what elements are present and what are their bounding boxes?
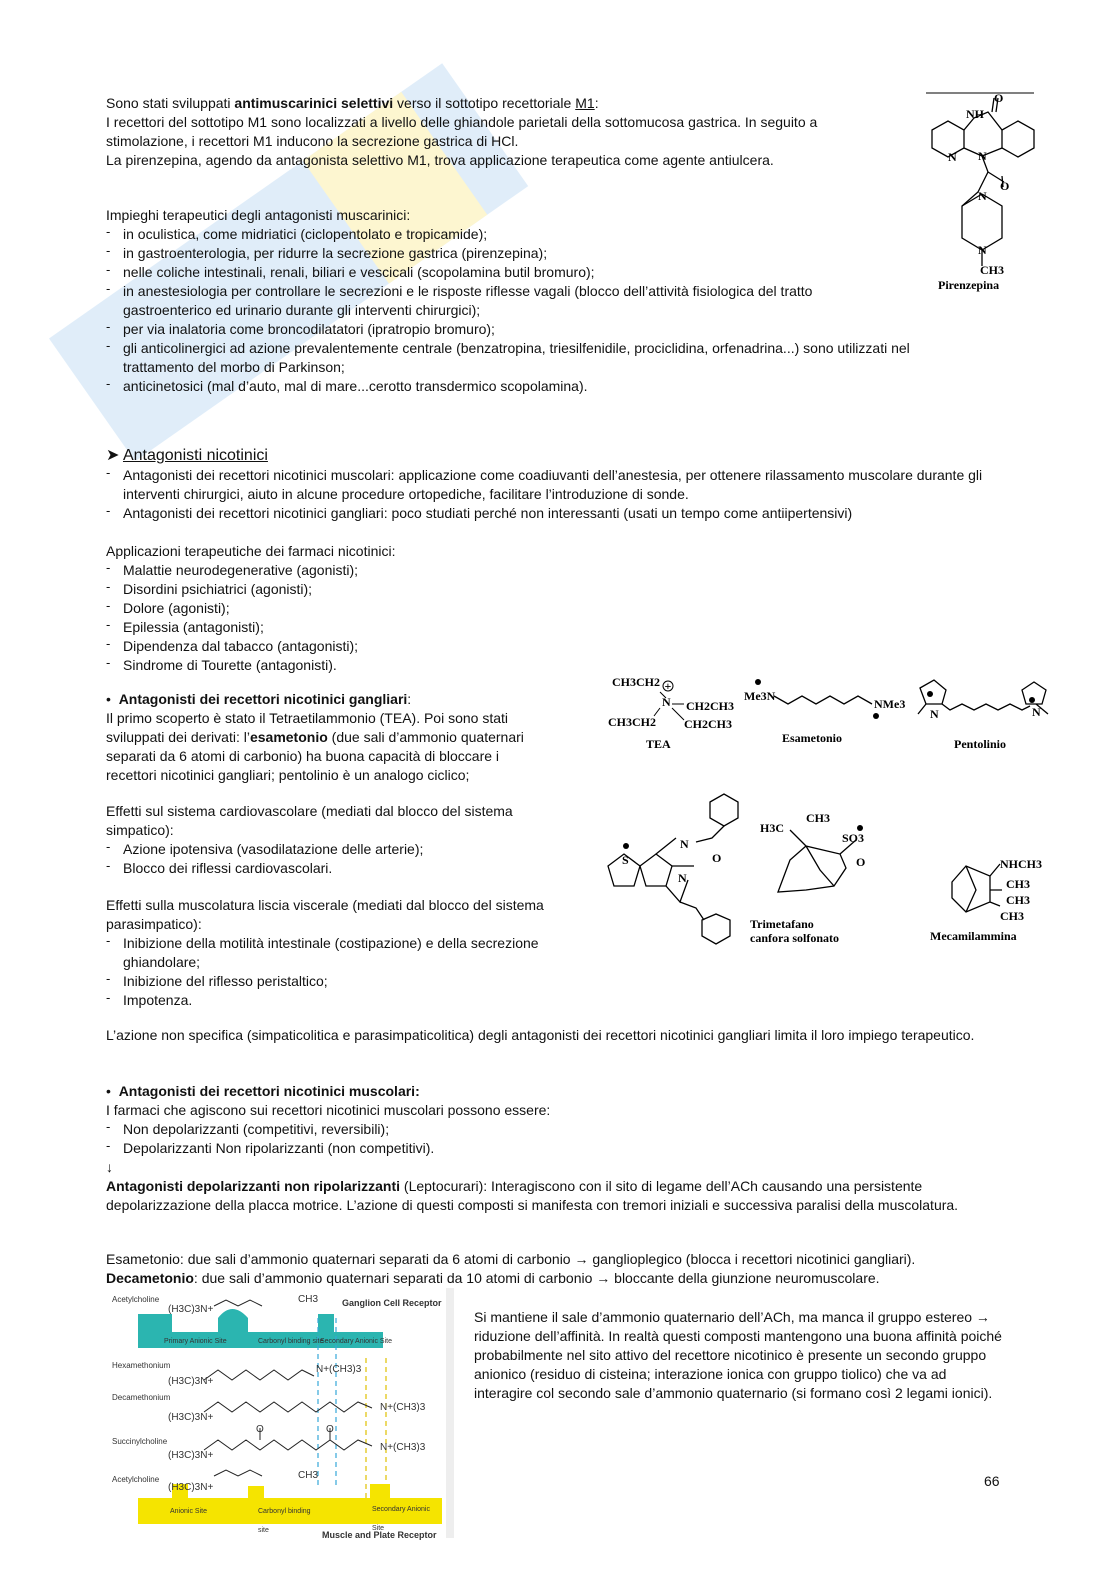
svg-text:CH3CH2: CH3CH2 [612, 675, 660, 689]
list-item: - Inibizione del riflesso peristaltico; [106, 972, 586, 991]
svg-text:TEA: TEA [646, 737, 671, 751]
svg-text:O: O [994, 91, 1004, 105]
svg-text:canfora solfonato: canfora solfonato [750, 931, 839, 945]
list-item: - Impotenza. [106, 991, 586, 1010]
nicotinici-section: ➤ Antagonisti nicotinici - Antagonisti dei recettori nicotinici muscolari: applicazione come coadiuvanti dell’anestesia, per ottenere rilassamento muscolare durante gli interventi chirurgici, aiuto in alcune procedure ortopediche, facilitare l’introduzione di sonde. - Antagonisti dei recettori nicotinici gangliari: poco studiati perché non interessanti (usati un tempo come antiipertensivi) [106, 446, 986, 523]
svg-text:N: N [678, 871, 687, 885]
list-item: - Antagonisti dei recettori nicotinici muscolari: applicazione come coadiuvanti dell’anestesia, per ottenere rilassamento muscolare durante gli interventi chirurgici, aiuto in alcune procedure ortopediche, facilitare l’introduzione di sonde. [106, 466, 986, 504]
receptor-diagram: Acetylcholine (H3C)3N+ CH3 Ganglion Cell Receptor Primary Anionic Site Carbonyl binding site Secondary Anionic Site Hexamethonium (H3C)3N+ N+(CH3)3 Decamethonium (H3C)3N+ N+(CH3)3 Succinylcholine O O (H3C)3N+ N+(CH3)3 Acetylcholine (H3C)3N+ CH3 Anionic Site Carbonyl binding site Secondary Anionic Site Muscle and Plate Receptor [108, 1288, 454, 1538]
list-item: - Dolore (agonisti); [106, 599, 606, 618]
svg-text:O: O [1000, 179, 1010, 193]
list-item: - in anestesiologia per controllare le secrezioni e le risposte riflesse vagali (blocco dell’attività fisiologica del tratto gastroenterico ed urinario durante gli interventi chirurgici); [106, 282, 868, 320]
svg-text:SO3: SO3 [842, 831, 865, 845]
svg-text:+: + [664, 679, 672, 693]
ganglionic-structures-bottom [600, 790, 1050, 950]
svg-text:O: O [712, 851, 722, 865]
list-item: - nelle coliche intestinali, renali, biliari e vescicali (scopolamina butil bromuro); [106, 263, 976, 282]
affinity-paragraph: Si mantiene il sale d’ammonio quaternario dell’ACh, ma manca il gruppo estereo → riduzione dell’affinità. In realtà questi composti mantengono una buona affinità poiché probabilmente nel sito attivo del recettore nicotinico è presente un secondo gruppo anionico (residuo di cisteina; interazione ionica con gruppo tiolico) che va ad interagire col secondo sale d’ammonio quaternario (si formano così 2 legami ionici). [474, 1309, 1002, 1401]
svg-text:N: N [978, 189, 987, 203]
svg-text:Me3N: Me3N [744, 689, 776, 703]
list-item: - Dipendenza dal tabacco (antagonisti); [106, 637, 606, 656]
page-number: 66 [984, 1473, 1000, 1489]
list-item: - Depolarizzanti Non ripolarizzanti (non competitivi). [106, 1139, 986, 1158]
esametonio-decametonio: Esametonio: due sali d’ammonio quaternari separati da 6 atomi di carbonio → ganglioplegico (blocca i recettori nicotinici gangliari). Decametonio: due sali d’ammonio quaternari separati da 10 atomi di carbonio → bloccante della giunzione neuromuscolare. [106, 1251, 916, 1286]
svg-text:N: N [930, 707, 939, 721]
svg-text:CH2CH3: CH2CH3 [684, 717, 732, 731]
svg-text:N: N [662, 695, 671, 709]
list-item: - anticinetosici (mal d’auto, mal di mare...cerotto transdermico scopolamina). [106, 377, 976, 396]
list-item: - Non depolarizzanti (competitivi, reversibili); [106, 1120, 986, 1139]
svg-text:N: N [978, 243, 987, 257]
esametonio-structure [744, 679, 905, 745]
list-item: - Epilessia (antagonisti); [106, 618, 606, 637]
section-title: Antagonisti nicotinici [122, 447, 268, 464]
ganglionic-structures-top [600, 670, 1050, 760]
list-item: - Blocco dei riflessi cardiovascolari. [106, 859, 586, 878]
list-item: - Azione ipotensiva (vasodilatazione delle arterie); [106, 840, 586, 859]
svg-text:Pentolinio: Pentolinio [954, 737, 1007, 751]
svg-text:H3C: H3C [760, 821, 784, 835]
applicazioni-section: Applicazioni terapeutiche dei farmaci nicotinici: - Malattie neurodegenerative (agonisti); - Disordini psichiatrici (agonisti); - Dolore (agonisti); - Epilessia (antagonisti); - Dipendenza dal tabacco (antagonisti); - Sindrome di Tourette (antagonisti). [106, 542, 606, 675]
svg-text:CH3: CH3 [806, 811, 830, 825]
nonspecific-paragraph: L’azione non specifica (simpaticolitica e parasimpaticolitica) degli antagonisti dei recettori nicotinici gangliari limita il loro impiego terapeutico. [106, 1027, 975, 1043]
cardio-section: Effetti sul sistema cardiovascolare (mediati dal blocco del sistema simpatico): - Azione ipotensiva (vasodilatazione delle arterie); - Blocco dei riflessi cardiovascolari. [106, 802, 586, 878]
svg-text:Esametonio: Esametonio [782, 731, 842, 745]
list-item: - Inibizione della motilità intestinale (costipazione) e della secrezione ghiandolare; [106, 934, 573, 972]
impieghi-section: Impieghi terapeutici degli antagonisti muscarinici: - in oculistica, come midriatici (ciclopentolato e tropicamide); - in gastroenterologia, per ridurre la secrezione gastrica (pirenzepina); - nelle coliche intestinali, renali, biliari e vescicali (scopolamina butil bromuro); - in anestesiologia per controllare le secrezioni e le risposte riflesse vagali (blocco dell’attività fisiologica del tratto gastroenterico ed urinario durante gli interventi chirurgici); - per via inalatoria come broncodilatatori (ipratropio bromuro); - gli anticolinergici ad azione prevalentemente centrale (benzatropina, triesilfenidile, prociclidina, orfenadrina...) sono utilizzati nel trattamento del morbo di Parkinson; - anticinetosici (mal d’auto, mal di mare...cerotto transdermico scopolamina). [106, 206, 976, 396]
list-item: - Disordini psichiatrici (agonisti); [106, 580, 606, 599]
svg-text:CH3: CH3 [980, 263, 1004, 277]
svg-text:CH3: CH3 [1006, 877, 1030, 891]
svg-text:S: S [622, 853, 629, 867]
svg-text:Pirenzepina: Pirenzepina [938, 278, 1000, 292]
tea-structure [608, 675, 734, 751]
svg-text:CH3CH2: CH3CH2 [608, 715, 656, 729]
list-item: - in oculistica, come midriatici (ciclopentolato e tropicamide); [106, 225, 976, 244]
svg-text:Mecamilammina: Mecamilammina [930, 929, 1017, 943]
list-item: - Malattie neurodegenerative (agonisti); [106, 561, 606, 580]
svg-text:NH: NH [966, 107, 984, 121]
list-item: - Antagonisti dei recettori nicotinici gangliari: poco studiati perché non interessanti (usati un tempo come antiipertensivi) [106, 504, 986, 523]
svg-text:NHCH3: NHCH3 [1000, 857, 1042, 871]
list-item: - per via inalatoria come broncodilatatori (ipratropio bromuro); [106, 320, 976, 339]
viscerale-section: Effetti sulla muscolatura liscia viscerale (mediati dal blocco del sistema parasimpatico): - Inibizione della motilità intestinale (costipazione) e della secrezione ghiandolare; - Inibizione del riflesso peristaltico; - Impotenza. [106, 896, 586, 1010]
svg-text:CH3: CH3 [1006, 893, 1030, 907]
intro-paragraph: Sono stati sviluppati antimuscarinici selettivi verso il sottotipo recettoriale M1: I recettori del sottotipo M1 sono localizzati a livello delle ghiandole parietali della sottomucosa gastrica. In seguito a stimolazione, i recettori M1 inducono la secrezione gastrica di HCl. La pirenzepina, agendo da antagonista selettivo M1, trova applicazione terapeutica come agente antiulcera. [106, 95, 818, 168]
svg-text:Trimetafano: Trimetafano [750, 917, 814, 931]
svg-text:N: N [948, 150, 957, 164]
svg-text:N: N [1032, 705, 1041, 719]
svg-text:N: N [978, 149, 987, 163]
gangliari-section: • Antagonisti dei recettori nicotinici gangliari: Il primo scoperto è stato il Tetraetilammonio (TEA). Poi sono stati sviluppati dei derivati: l’esametonio (due sali d’ammonio quaternari separati da 6 atomi di carbonio) ha buona capacità di bloccare i recettori nicotinici gangliari; pentolinio è un analogo ciclico; [106, 691, 524, 783]
muscolari-section: • Antagonisti dei recettori nicotinici muscolari: I farmaci che agiscono sui recettori nicotinici muscolari possono essere: - Non depolarizzanti (competitivi, reversibili); - Depolarizzanti Non ripolarizzanti (non competitivi). ↓ Antagonisti depolarizzanti non ripolarizzanti (Leptocurari): Interagiscono con il sito di legame dell’ACh causando una persistente depolarizzazione della placca motrice. L’azione di questi composti si manifesta con tremori iniziali e successiva paralisi della muscolatura. [106, 1082, 986, 1215]
list-item: - in gastroenterologia, per ridurre la secrezione gastrica (pirenzepina); [106, 244, 976, 263]
svg-text:N: N [680, 837, 689, 851]
list-item: - Sindrome di Tourette (antagonisti). [106, 656, 606, 675]
svg-text:CH3: CH3 [1000, 909, 1024, 923]
svg-text:O: O [856, 855, 866, 869]
list-item: - gli anticolinergici ad azione prevalentemente centrale (benzatropina, triesilfenidile, prociclidina, orfenadrina...) sono utilizzati nel trattamento del morbo di Parkinson; [106, 339, 976, 377]
svg-text:CH2CH3: CH2CH3 [686, 699, 734, 713]
svg-text:NMe3: NMe3 [874, 697, 906, 711]
